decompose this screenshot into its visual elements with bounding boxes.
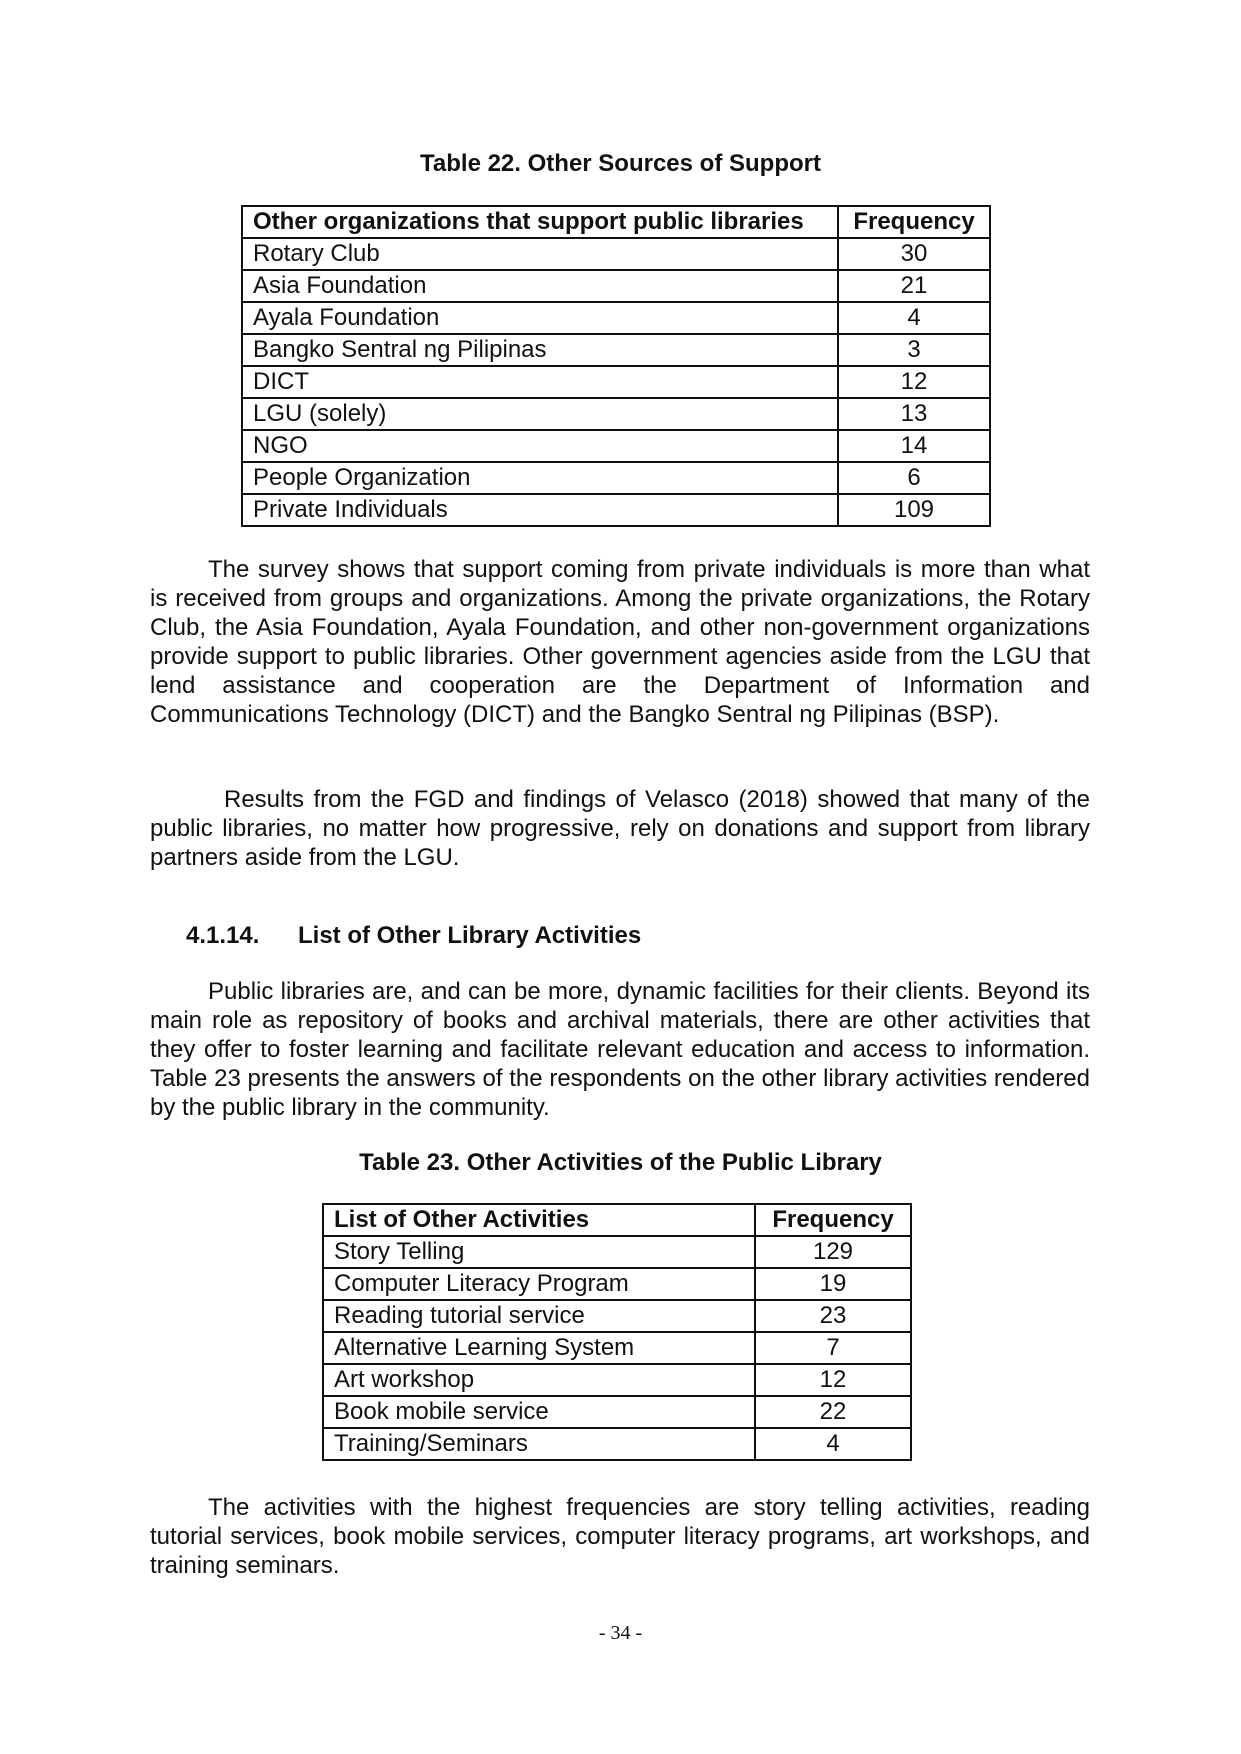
table-row <box>323 1364 911 1396</box>
table-row <box>323 1396 911 1428</box>
section-number: 4.1.14. <box>186 922 260 949</box>
row-value: 12 <box>755 1364 911 1396</box>
row-value: 4 <box>838 302 990 334</box>
row-label: Training/Seminars <box>323 1428 755 1460</box>
table-row <box>242 398 990 430</box>
table-row <box>323 1268 911 1300</box>
paragraph-support-summary: The survey shows that support coming from private individuals is more than what is received from groups and organizations. Among the private organizations, the Rotary Club, the Asia Foundation, Ayala Foundation, and other non-government organizations provide support to public libraries. Other government agencies aside from the LGU that lend assistance and cooperation are the Department of Information and Communications Technology (DICT) and the Bangko Sentral ng Pilipinas (BSP). <box>150 556 1090 728</box>
table-row <box>242 270 990 302</box>
row-label: Story Telling <box>323 1236 755 1268</box>
row-label: Alternative Learning System <box>323 1332 755 1364</box>
row-label: NGO <box>242 430 838 462</box>
page-number: - 34 - <box>598 1622 643 1644</box>
paragraph-highest-frequencies: The activities with the highest frequencies are story telling activities, reading tutorial services, book mobile services, computer literacy programs, art workshops, and training seminars. <box>150 1494 1090 1579</box>
row-value: 30 <box>838 238 990 270</box>
table22-caption: Table 22. Other Sources of Support <box>420 150 821 177</box>
column-header-activity: List of Other Activities <box>323 1204 755 1236</box>
row-label: Book mobile service <box>323 1396 755 1428</box>
table-row <box>323 1236 911 1268</box>
column-header-frequency: Frequency <box>755 1204 911 1236</box>
row-value: 14 <box>838 430 990 462</box>
section-heading <box>186 922 641 950</box>
row-label: LGU (solely) <box>242 398 838 430</box>
table-row <box>242 238 990 270</box>
table-row <box>323 1332 911 1364</box>
table-row <box>242 366 990 398</box>
paragraph-fgd-findings: Results from the FGD and findings of Velasco (2018) showed that many of the public libraries, no matter how progressive, rely on donations and support from library partners aside from the LGU. <box>150 786 1090 871</box>
row-value: 12 <box>838 366 990 398</box>
row-label: Asia Foundation <box>242 270 838 302</box>
row-value: 22 <box>755 1396 911 1428</box>
row-value: 129 <box>755 1236 911 1268</box>
row-label: Bangko Sentral ng Pilipinas <box>242 334 838 366</box>
table-row <box>242 302 990 334</box>
row-value: 109 <box>838 494 990 526</box>
section-title: List of Other Library Activities <box>298 922 642 949</box>
table-row <box>242 430 990 462</box>
row-value: 4 <box>755 1428 911 1460</box>
row-label: People Organization <box>242 462 838 494</box>
paragraph-library-activities-intro: Public libraries are, and can be more, dynamic facilities for their clients. Beyond its main role as repository of books and archival materials, there are other activities that they offer to foster learning and facilitate relevant education and access to information. Table 23 presents the answers of the respondents on the other library activities rendered by the public library in the community. <box>150 978 1090 1121</box>
row-label: Computer Literacy Program <box>323 1268 755 1300</box>
row-value: 19 <box>755 1268 911 1300</box>
row-label: Ayala Foundation <box>242 302 838 334</box>
table22 <box>241 205 991 527</box>
row-label: Reading tutorial service <box>323 1300 755 1332</box>
table23 <box>322 1203 912 1461</box>
table-row <box>323 1300 911 1332</box>
table-row <box>242 334 990 366</box>
row-value: 23 <box>755 1300 911 1332</box>
row-value: 13 <box>838 398 990 430</box>
row-value: 6 <box>838 462 990 494</box>
table-header-row <box>323 1204 911 1236</box>
table-row <box>242 494 990 526</box>
table23-caption: Table 23. Other Activities of the Public Library <box>359 1149 882 1176</box>
row-value: 7 <box>755 1332 911 1364</box>
table-row <box>323 1428 911 1460</box>
column-header-organization: Other organizations that support public libraries <box>242 206 838 238</box>
row-label: DICT <box>242 366 838 398</box>
column-header-frequency: Frequency <box>838 206 990 238</box>
row-value: 21 <box>838 270 990 302</box>
row-label: Rotary Club <box>242 238 838 270</box>
row-value: 3 <box>838 334 990 366</box>
row-label: Private Individuals <box>242 494 838 526</box>
table-header-row <box>242 206 990 238</box>
table-row <box>242 462 990 494</box>
row-label: Art workshop <box>323 1364 755 1396</box>
